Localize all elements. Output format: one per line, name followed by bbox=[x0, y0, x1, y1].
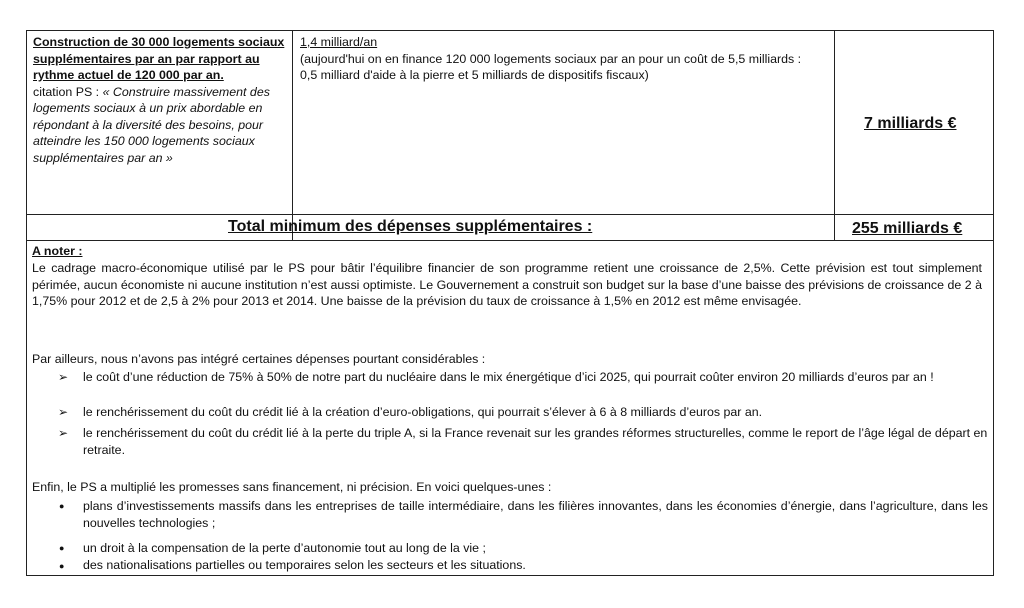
row-total-value: 7 milliards € bbox=[864, 115, 957, 132]
cost-cell bbox=[300, 34, 820, 84]
dot-item-2: un droit à la compensation de la perte d’autonomie tout au long de la vie ; bbox=[83, 541, 486, 555]
total-value: 255 milliards € bbox=[852, 220, 963, 237]
measure-cell bbox=[33, 34, 285, 166]
notes-paragraph-1: Le cadrage macro-économique utilisé par le PS pour bâtir l’équilibre financier de son programme retient une croissance de 2,5%. Cette prévision est tout simplement périmée, aucun économiste ni aucune institution n’est aussi optimiste. Le Gouvernement a construit son budget sur la base d’une baisse des prévisions de croissance de 2 à 1,75% pour 2012 et de 2,5 à 2% pour 2013 et 2014. Une baisse de la prévision du taux de croissance à 1,5% en 2012 est même envisagée. bbox=[32, 261, 982, 308]
col-divider-1 bbox=[292, 30, 293, 240]
arrow-item-1: le coût d’une réduction de 75% à 50% de notre part du nucléaire dans le mix énergétique d’ici 2025, qui pourrait coûter environ 20 milliards d’euros par an ! bbox=[83, 370, 934, 384]
arrow-item-2: le renchérissement du coût du crédit lié à la création d’euro-obligations, qui pourrait s’élever à 6 à 8 milliards d’euros par an. bbox=[83, 405, 763, 419]
row-divider-1 bbox=[26, 214, 994, 215]
measure-title: Construction de 30 000 logements sociaux supplémentaires par an par rapport au rythme actuel de 120 000 par an. bbox=[33, 35, 285, 82]
total-label: Total minimum des dépenses supplémentaires : bbox=[228, 218, 593, 235]
citation-prefix: citation PS : bbox=[33, 84, 103, 99]
citation-text: « Construire massivement des logements sociaux à un prix abordable en répondant à la diversité des besoins, pour atteindre les 150 000 logements sociaux supplémentaires par an » bbox=[33, 84, 270, 165]
arrow-bullet-icon: ➢ bbox=[58, 370, 69, 384]
notes-heading: A noter : bbox=[32, 244, 83, 258]
cost-detail: (aujourd'hui on en finance 120 000 logements sociaux par an pour un coût de 5,5 milliards : 0,5 milliard d'aide à la pierre et 5 milliards de dispositifs fiscaux) bbox=[300, 51, 802, 82]
dot-bullet-icon: ● bbox=[59, 501, 65, 511]
cost-amount: 1,4 milliard/an bbox=[300, 35, 378, 49]
col-divider-2 bbox=[834, 30, 835, 240]
dot-item-1: plans d’investissements massifs dans les entreprises de taille intermédiaire, dans les filières innovantes, dans les économies d’énergie, dans l’agriculture, dans les nouvelles technologies ; bbox=[83, 499, 988, 530]
arrow-bullet-icon: ➢ bbox=[58, 405, 69, 419]
row-divider-2 bbox=[26, 240, 994, 241]
notes-paragraph-2: Par ailleurs, nous n’avons pas intégré certaines dépenses pourtant considérables : bbox=[32, 352, 486, 366]
dot-item-3: des nationalisations partielles ou temporaires selon les secteurs et les situations. bbox=[83, 558, 526, 572]
measure-citation bbox=[33, 84, 285, 167]
dot-bullet-icon: ● bbox=[59, 543, 65, 553]
notes-paragraph-3: Enfin, le PS a multiplié les promesses sans financement, ni précision. En voici quelques-unes : bbox=[32, 480, 552, 494]
arrow-bullet-icon: ➢ bbox=[58, 426, 69, 440]
arrow-item-3: le renchérissement du coût du crédit lié à la perte du triple A, si la France revenait sur les grandes réformes structurelles, comme le report de l’âge légal de départ en retraite. bbox=[83, 426, 988, 457]
dot-bullet-icon: ● bbox=[59, 561, 65, 571]
